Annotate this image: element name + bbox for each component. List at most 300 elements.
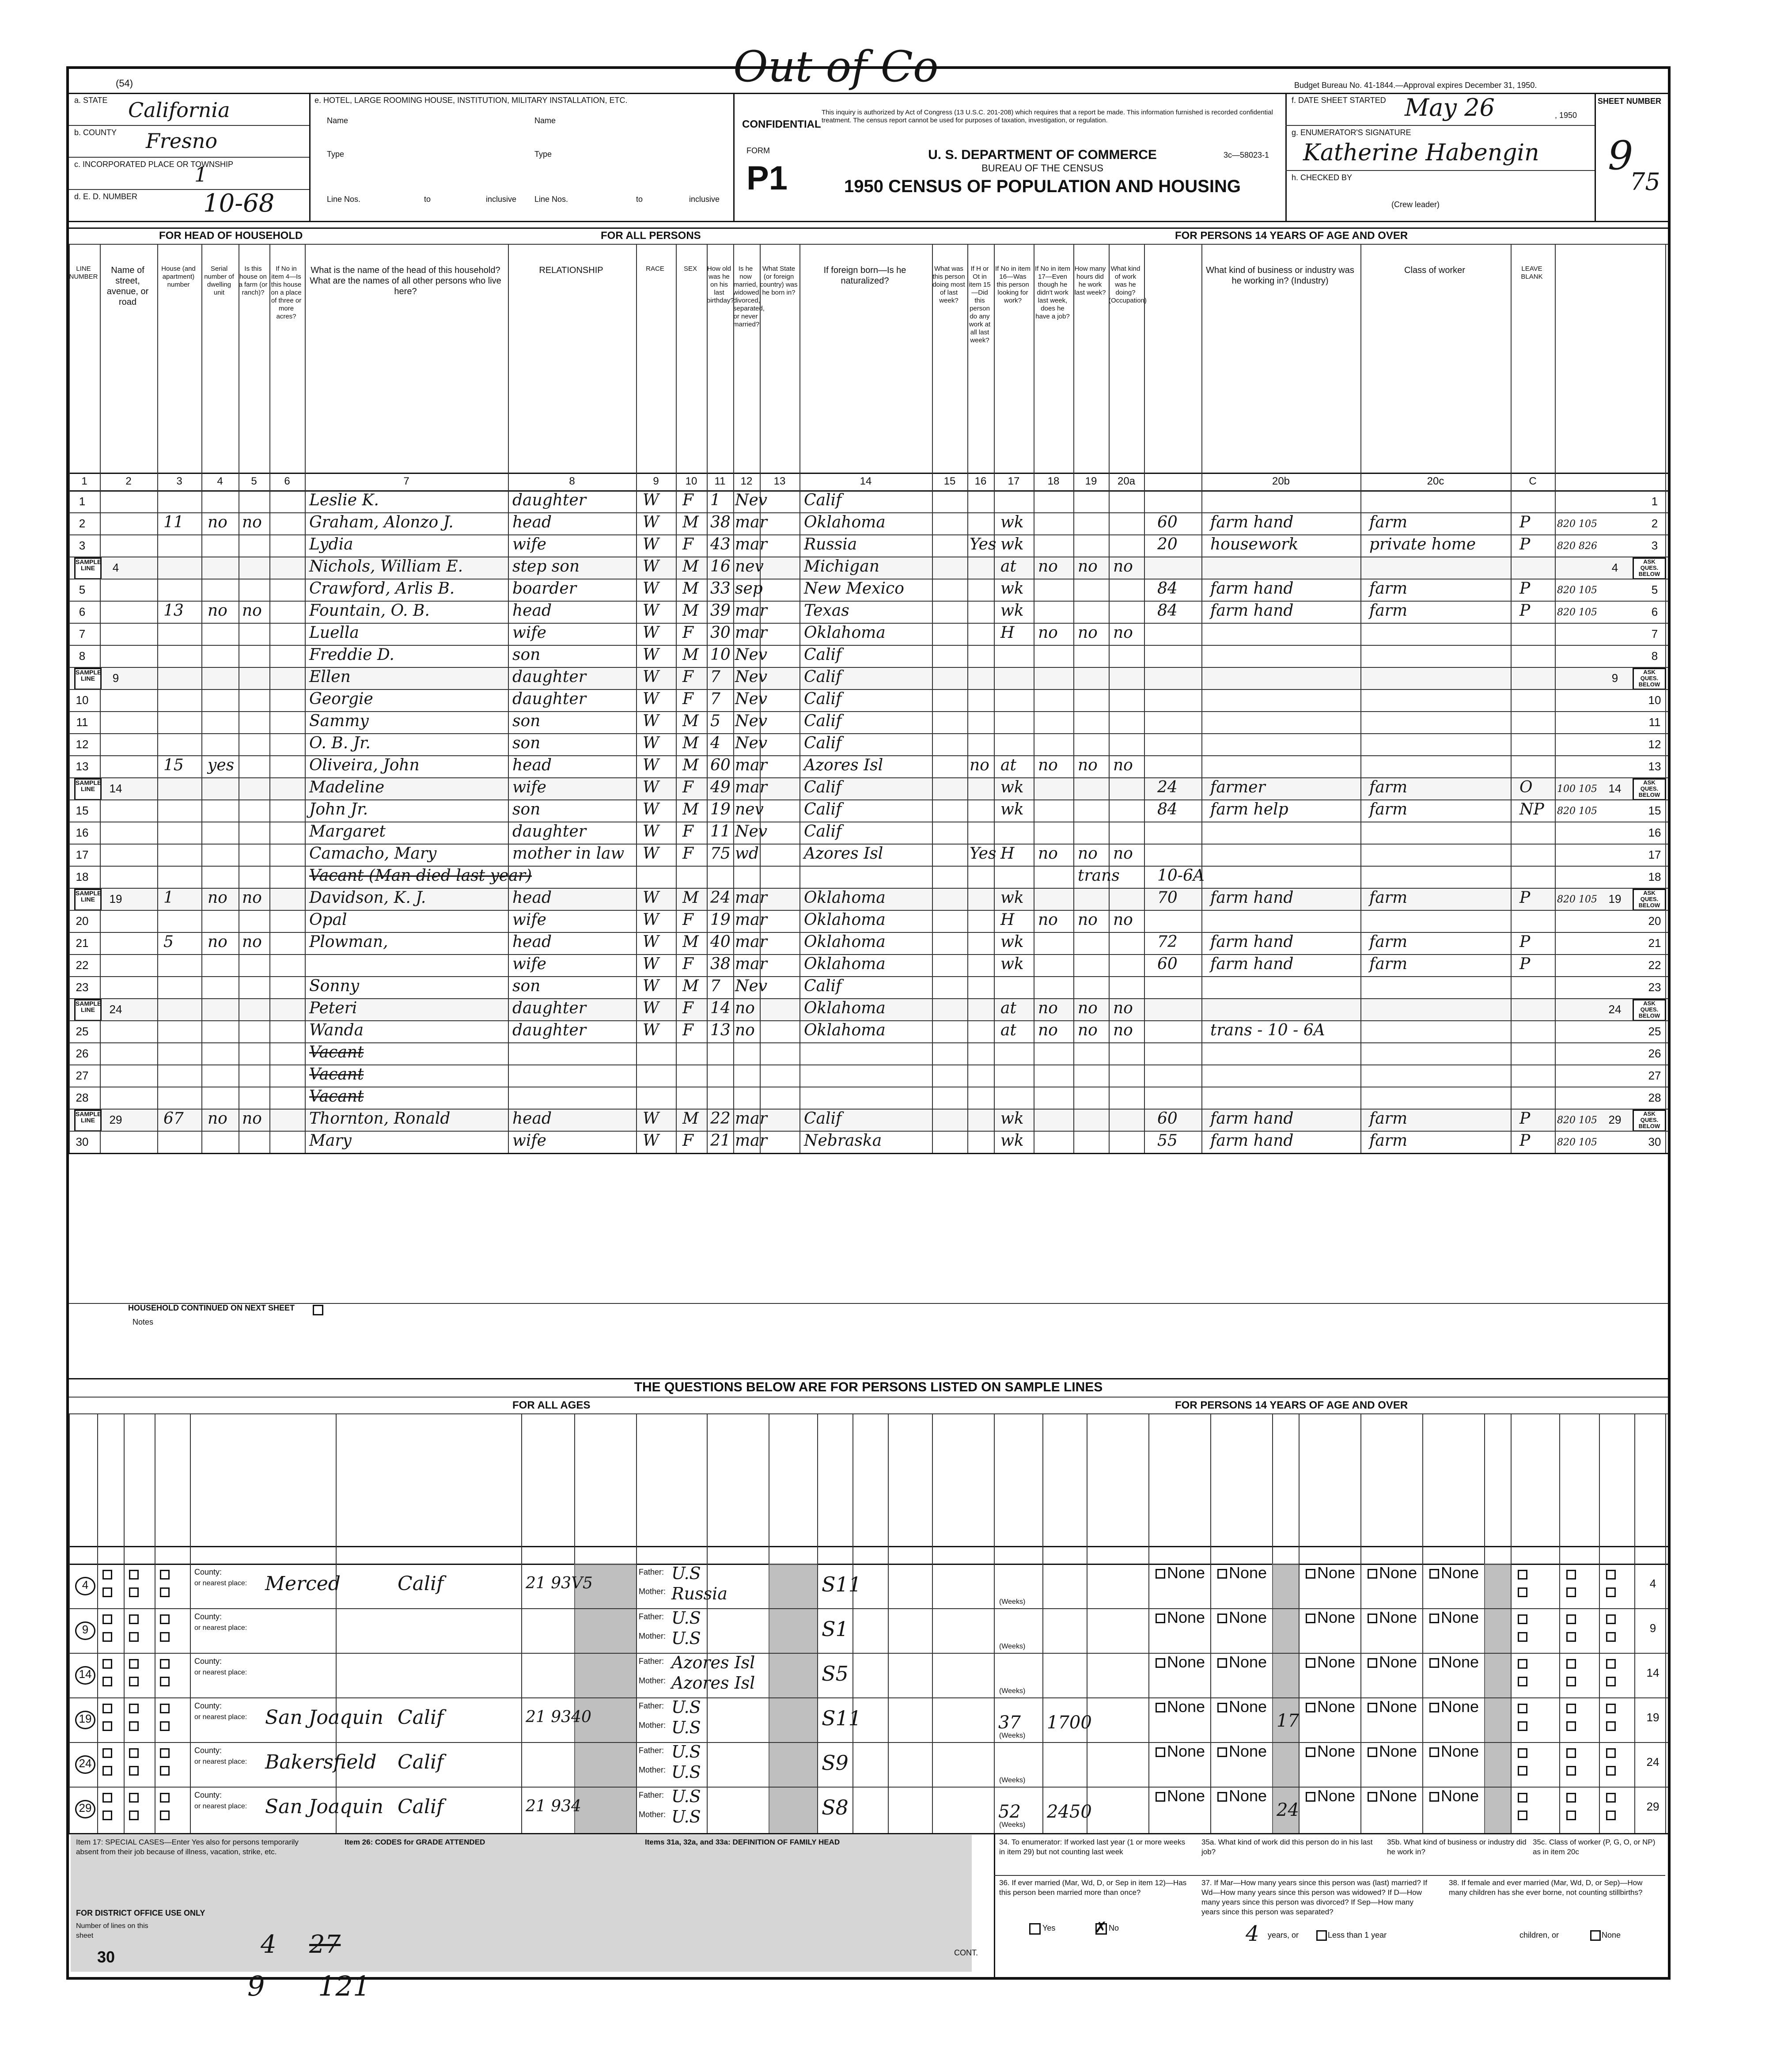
income-none-checkbox[interactable] xyxy=(1306,1747,1315,1757)
industry: farm xyxy=(1369,1110,1408,1128)
q38-none-box[interactable] xyxy=(1590,1930,1601,1941)
birthplace: Oklahoma xyxy=(804,955,886,973)
armed-forces-yes-checkbox[interactable] xyxy=(1606,1748,1616,1758)
sex: M xyxy=(682,977,699,995)
notes-label: Notes xyxy=(133,1318,154,1326)
armed-forces-yes-checkbox[interactable] xyxy=(1566,1614,1576,1624)
sample-22-yes-checkbox[interactable] xyxy=(129,1793,139,1803)
armed-forces-yes-checkbox[interactable] xyxy=(1566,1793,1576,1803)
person-name: Camacho, Mary xyxy=(309,845,437,863)
column-header-18: If No in item 17—Even though he didn't work last week, does he have a job? xyxy=(1034,265,1071,320)
acres-answer: no xyxy=(242,1110,262,1128)
income-none-label: None xyxy=(1379,1653,1417,1671)
person-name: Vacant xyxy=(309,1087,364,1106)
sample-22-no-checkbox[interactable] xyxy=(129,1587,139,1597)
income-none-checkbox[interactable] xyxy=(1306,1703,1315,1712)
column-number-13: 13 xyxy=(773,475,786,487)
marital-status: mar xyxy=(735,889,767,907)
hours-worked: 10-6A xyxy=(1157,867,1205,885)
line-number-right: 15 xyxy=(1648,804,1661,817)
income-none-checkbox[interactable] xyxy=(1217,1658,1227,1668)
armed-forces-yes-checkbox[interactable] xyxy=(1566,1748,1576,1758)
sample-23-no-checkbox[interactable] xyxy=(160,1632,170,1642)
income-none-label: None xyxy=(1229,1564,1267,1582)
weeks-label: (Weeks) xyxy=(999,1821,1026,1829)
armed-forces-yes-checkbox[interactable] xyxy=(1566,1704,1576,1713)
race: W xyxy=(643,491,659,509)
sample-21-no-checkbox[interactable] xyxy=(102,1766,112,1776)
place-value: 1 xyxy=(194,163,208,186)
state-label: a. STATE xyxy=(74,96,108,105)
line-nos-label-2: Line Nos. xyxy=(534,195,568,204)
person-row xyxy=(69,645,1668,667)
income-none-checkbox[interactable] xyxy=(1217,1569,1227,1579)
sample-21-yes-checkbox[interactable] xyxy=(102,1659,112,1669)
person-name: Sammy xyxy=(309,712,369,730)
armed-forces-yes-checkbox[interactable] xyxy=(1606,1704,1616,1713)
sample-21-no-checkbox[interactable] xyxy=(102,1587,112,1597)
nearest-place-label: or nearest place: xyxy=(194,1803,247,1810)
sample-line-marker: SAMPLE LINE xyxy=(74,1110,102,1132)
armed-forces-no-checkbox[interactable] xyxy=(1566,1766,1576,1776)
age: 40 xyxy=(710,933,731,951)
household-continued-checkbox[interactable] xyxy=(313,1305,323,1315)
marital-status: mar xyxy=(735,624,767,642)
handwritten-annotation: Out of Co xyxy=(733,42,939,91)
sex: F xyxy=(682,690,693,708)
sample-23-yes-checkbox[interactable] xyxy=(160,1748,170,1758)
confidential-label: CONFIDENTIAL xyxy=(742,118,821,130)
sample-21-yes-checkbox[interactable] xyxy=(102,1793,112,1803)
line-number-right: 22 xyxy=(1648,958,1661,972)
column-number-5: 5 xyxy=(251,475,257,487)
fourteen-plus-bottom-heading: FOR PERSONS 14 YEARS OF AGE AND OVER xyxy=(1175,1399,1408,1411)
crew-leader-label: (Crew leader) xyxy=(1391,200,1440,209)
birthplace: Calif xyxy=(804,977,842,995)
armed-forces-no-checkbox[interactable] xyxy=(1566,1632,1576,1642)
column-header-4: Serial number of dwelling unit xyxy=(204,265,234,296)
father-label: Father: xyxy=(639,1746,664,1755)
armed-forces-no-checkbox[interactable] xyxy=(1606,1766,1616,1776)
armed-forces-yes-checkbox[interactable] xyxy=(1518,1570,1527,1580)
column-number-11: 11 xyxy=(714,475,726,487)
age: 24 xyxy=(710,889,731,907)
sample-21-no-checkbox[interactable] xyxy=(102,1632,112,1642)
column-header-6: If No in item 4—Is this house on a place of three or more acres? xyxy=(271,265,302,320)
race: W xyxy=(643,734,659,752)
worked-last-week: no xyxy=(1038,1021,1058,1039)
activity: at xyxy=(1000,1021,1016,1039)
office-code: 820 105 xyxy=(1557,806,1597,817)
relationship: son xyxy=(512,712,541,730)
sex: M xyxy=(682,580,699,598)
person-row xyxy=(69,755,1668,777)
line-number-right: 13 xyxy=(1648,760,1661,773)
line-number-right: 5 xyxy=(1651,583,1658,596)
armed-forces-no-checkbox[interactable] xyxy=(1606,1632,1616,1642)
armed-forces-yes-checkbox[interactable] xyxy=(1606,1570,1616,1580)
sample-22-yes-checkbox[interactable] xyxy=(129,1704,139,1713)
marital-status: mar xyxy=(735,756,767,774)
income-none-checkbox[interactable] xyxy=(1217,1614,1227,1623)
armed-forces-no-checkbox[interactable] xyxy=(1518,1587,1527,1597)
relationship: daughter xyxy=(512,690,586,708)
armed-forces-yes-checkbox[interactable] xyxy=(1518,1614,1527,1624)
department: U. S. DEPARTMENT OF COMMERCE xyxy=(928,148,1157,162)
previous-county: San Joaquin xyxy=(265,1706,383,1729)
sample-23-yes-checkbox[interactable] xyxy=(160,1614,170,1624)
sample-21-yes-checkbox[interactable] xyxy=(102,1748,112,1758)
income-none-checkbox[interactable] xyxy=(1156,1569,1165,1579)
armed-forces-yes-checkbox[interactable] xyxy=(1518,1793,1527,1803)
income-none-label: None xyxy=(1317,1787,1356,1805)
previous-state: Calif xyxy=(398,1751,444,1773)
sample-23-no-checkbox[interactable] xyxy=(160,1766,170,1776)
occupation: farm hand xyxy=(1210,580,1294,598)
armed-forces-no-checkbox[interactable] xyxy=(1566,1721,1576,1731)
age: 7 xyxy=(710,977,720,995)
relationship: daughter xyxy=(512,491,586,509)
person-name: Opal xyxy=(309,911,347,929)
line-number-right: 11 xyxy=(1648,716,1661,729)
armed-forces-yes-checkbox[interactable] xyxy=(1606,1793,1616,1803)
income-none-checkbox[interactable] xyxy=(1306,1569,1315,1579)
hours-worked: 84 xyxy=(1157,800,1178,818)
sample-23-yes-checkbox[interactable] xyxy=(160,1704,170,1713)
sample-22-no-checkbox[interactable] xyxy=(129,1811,139,1820)
line-number: 3 xyxy=(79,539,86,552)
farm-answer: no xyxy=(208,933,227,951)
income-none-checkbox[interactable] xyxy=(1429,1658,1439,1668)
income-none-label: None xyxy=(1229,1608,1267,1626)
line-number: 26 xyxy=(76,1047,89,1060)
column-header-13: What State (or foreign country) was he born in? xyxy=(760,265,798,296)
weeks-label: (Weeks) xyxy=(999,1687,1026,1695)
income-none-checkbox[interactable] xyxy=(1429,1569,1439,1579)
line-number-right: 21 xyxy=(1648,936,1661,950)
age: 22 xyxy=(710,1110,731,1128)
residence-code: 21 93V5 xyxy=(526,1574,593,1592)
sample-21-yes-checkbox[interactable] xyxy=(102,1570,112,1580)
age: 4 xyxy=(710,734,720,752)
sample-23-yes-checkbox[interactable] xyxy=(160,1793,170,1803)
has-job: no xyxy=(1113,1021,1133,1039)
race: W xyxy=(643,646,659,664)
line-number-right: 10 xyxy=(1648,693,1661,707)
office-code: 100 105 xyxy=(1557,784,1597,795)
column-number-2: 2 xyxy=(125,475,132,487)
armed-forces-no-checkbox[interactable] xyxy=(1518,1677,1527,1686)
armed-forces-yes-checkbox[interactable] xyxy=(1566,1659,1576,1669)
sample-23-no-checkbox[interactable] xyxy=(160,1811,170,1820)
person-name: Lydia xyxy=(309,535,353,553)
income-none-checkbox[interactable] xyxy=(1217,1747,1227,1757)
person-row xyxy=(69,601,1668,623)
person-name: Vacant xyxy=(309,1043,364,1061)
birthplace: Calif xyxy=(804,734,842,752)
race: W xyxy=(643,712,659,730)
income-none-checkbox[interactable] xyxy=(1368,1569,1377,1579)
form-number: P1 xyxy=(746,159,788,197)
father-label: Father: xyxy=(639,1568,664,1576)
income-none-checkbox[interactable] xyxy=(1156,1658,1165,1668)
person-name: Thornton, Ronald xyxy=(309,1110,451,1128)
income-none-label: None xyxy=(1167,1787,1205,1805)
sample-21-yes-checkbox[interactable] xyxy=(102,1614,112,1624)
fourteen-plus-heading: FOR PERSONS 14 YEARS OF AGE AND OVER xyxy=(1175,230,1408,242)
house-number: 11 xyxy=(163,513,184,531)
column-number-C: C xyxy=(1529,475,1537,487)
line-number: 17 xyxy=(76,848,89,861)
sex: M xyxy=(682,933,699,951)
income-none-checkbox[interactable] xyxy=(1429,1614,1439,1623)
father-birthplace: Azores Isl xyxy=(671,1653,755,1672)
armed-forces-no-checkbox[interactable] xyxy=(1518,1632,1527,1642)
office-code: 820 105 xyxy=(1557,585,1597,596)
occupation: farm hand xyxy=(1210,955,1294,973)
marital-status: mar xyxy=(735,513,767,531)
sample-21-no-checkbox[interactable] xyxy=(102,1721,112,1731)
marital-status: Nev xyxy=(735,491,768,509)
column-header-17: If No in item 16—Was this person looking for work? xyxy=(995,265,1031,304)
sample-22-no-checkbox[interactable] xyxy=(129,1721,139,1731)
marital-status: nev xyxy=(735,557,764,576)
sample-22-yes-checkbox[interactable] xyxy=(129,1659,139,1669)
person-name: Mary xyxy=(309,1132,352,1150)
armed-forces-yes-checkbox[interactable] xyxy=(1606,1659,1616,1669)
age: 7 xyxy=(710,668,720,686)
income-none-checkbox[interactable] xyxy=(1368,1614,1377,1623)
income-none-checkbox[interactable] xyxy=(1368,1703,1377,1712)
looking-for-work: no xyxy=(1078,911,1098,929)
activity: wk xyxy=(1000,933,1024,951)
income-none-checkbox[interactable] xyxy=(1156,1747,1165,1757)
grade-codes-note: Item 26: CODES for GRADE ATTENDED xyxy=(345,1838,485,1846)
income-none-label: None xyxy=(1167,1742,1205,1760)
looking-for-work: no xyxy=(1078,999,1098,1017)
income-none-checkbox[interactable] xyxy=(1306,1792,1315,1802)
hours-worked: 55 xyxy=(1157,1132,1178,1150)
column-number-9: 9 xyxy=(653,475,659,487)
relationship: wife xyxy=(512,778,546,796)
person-row xyxy=(69,534,1668,557)
column-number-15: 15 xyxy=(943,475,956,487)
armed-forces-no-checkbox[interactable] xyxy=(1606,1721,1616,1731)
father-birthplace: U.S xyxy=(671,1742,701,1761)
to-label: to xyxy=(424,195,431,204)
q36-yes-label: Yes xyxy=(1042,1924,1056,1932)
worked-last-week: no xyxy=(1038,999,1058,1017)
armed-forces-yes-checkbox[interactable] xyxy=(1518,1704,1527,1713)
previous-state: Calif xyxy=(398,1572,444,1595)
farm-answer: no xyxy=(208,889,227,907)
income-none-label: None xyxy=(1379,1697,1417,1716)
race: W xyxy=(643,955,659,973)
person-row xyxy=(69,711,1668,733)
income-none-checkbox[interactable] xyxy=(1306,1658,1315,1668)
income-none-label: None xyxy=(1441,1564,1479,1582)
column-number-20a: 20a xyxy=(1117,475,1136,487)
armed-forces-no-checkbox[interactable] xyxy=(1606,1677,1616,1686)
armed-forces-no-checkbox[interactable] xyxy=(1606,1811,1616,1820)
marital-status: Nev xyxy=(735,690,768,708)
relationship: son xyxy=(512,977,541,995)
sample-23-no-checkbox[interactable] xyxy=(160,1677,170,1686)
marital-status: mar xyxy=(735,955,767,973)
sample-22-no-checkbox[interactable] xyxy=(129,1677,139,1686)
column-number-6: 6 xyxy=(284,475,290,487)
column-header-1: LINE NUMBER xyxy=(69,265,98,280)
armed-forces-yes-checkbox[interactable] xyxy=(1606,1614,1616,1624)
sample-22-no-checkbox[interactable] xyxy=(129,1766,139,1776)
q36-yes-box[interactable] xyxy=(1029,1923,1041,1935)
sample-22-yes-checkbox[interactable] xyxy=(129,1614,139,1624)
sample-22-yes-checkbox[interactable] xyxy=(129,1748,139,1758)
hours-worked: 60 xyxy=(1157,1110,1178,1128)
marital-status: mar xyxy=(735,933,767,951)
race: W xyxy=(643,933,659,951)
sample-23-yes-checkbox[interactable] xyxy=(160,1570,170,1580)
line-number-right: 17 xyxy=(1648,848,1661,861)
income-none-checkbox[interactable] xyxy=(1368,1658,1377,1668)
person-name: Wanda xyxy=(309,1021,364,1039)
q37-less-box[interactable] xyxy=(1316,1930,1327,1941)
income-none-checkbox[interactable] xyxy=(1156,1614,1165,1623)
mother-birthplace: U.S xyxy=(671,1629,701,1648)
father-birthplace: U.S xyxy=(671,1564,701,1583)
enumerator-label: g. ENUMERATOR'S SIGNATURE xyxy=(1292,128,1411,137)
sample-21-no-checkbox[interactable] xyxy=(102,1811,112,1820)
armed-forces-no-checkbox[interactable] xyxy=(1566,1811,1576,1820)
marital-status: no xyxy=(735,1021,755,1039)
relationship: step son xyxy=(512,557,580,576)
acres-answer: no xyxy=(242,602,262,620)
person-name: Margaret xyxy=(309,822,386,841)
armed-forces-no-checkbox[interactable] xyxy=(1566,1677,1576,1686)
family-income-code: 24 xyxy=(1277,1800,1299,1820)
sample-21-no-checkbox[interactable] xyxy=(102,1677,112,1686)
income-none-checkbox[interactable] xyxy=(1156,1703,1165,1712)
line-number: 13 xyxy=(76,760,89,773)
mother-birthplace: Russia xyxy=(671,1584,727,1603)
marital-status: mar xyxy=(735,1110,767,1128)
person-row xyxy=(69,1087,1668,1109)
line-number: 29 xyxy=(109,1113,122,1126)
occupation: farm help xyxy=(1210,800,1288,818)
sex: F xyxy=(682,491,693,509)
race: W xyxy=(643,999,659,1017)
income-none-checkbox[interactable] xyxy=(1429,1792,1439,1802)
column-number-14: 14 xyxy=(860,475,872,487)
tally-4: 121 xyxy=(318,1970,371,2002)
house-number: 15 xyxy=(163,756,184,774)
tally-2: 27 xyxy=(309,1930,341,1959)
column-header-20b: What kind of business or industry was he working in? (Industry) xyxy=(1206,265,1354,286)
sample-22-yes-checkbox[interactable] xyxy=(129,1570,139,1580)
income-none-label: None xyxy=(1379,1564,1417,1582)
income-none-checkbox[interactable] xyxy=(1217,1703,1227,1712)
weeks-label: (Weeks) xyxy=(999,1643,1026,1650)
age: 38 xyxy=(710,955,731,973)
sample-23-yes-checkbox[interactable] xyxy=(160,1659,170,1669)
sample-23-no-checkbox[interactable] xyxy=(160,1587,170,1597)
county-label: County: xyxy=(194,1746,222,1755)
column-number-18: 18 xyxy=(1047,475,1060,487)
activity: H xyxy=(1000,624,1015,642)
line-number: 2 xyxy=(79,517,86,530)
has-job: no xyxy=(1113,845,1133,863)
column-header-20a: What kind of work was he doing? (Occupation) xyxy=(1109,265,1147,304)
race: W xyxy=(643,668,659,686)
income-none-checkbox[interactable] xyxy=(1306,1614,1315,1623)
line-number: 23 xyxy=(76,981,89,994)
line-number: 12 xyxy=(76,738,89,751)
armed-forces-no-checkbox[interactable] xyxy=(1518,1721,1527,1731)
line-number: 9 xyxy=(112,671,119,685)
line-number-right: 6 xyxy=(1651,605,1658,618)
checked-label: h. CHECKED BY xyxy=(1292,173,1353,182)
worked-last-week: no xyxy=(1038,624,1058,642)
sample-line-marker: SAMPLE LINE xyxy=(74,778,102,800)
age: 11 xyxy=(710,822,731,841)
line-number-right: 18 xyxy=(1648,870,1661,883)
column-number-1: 1 xyxy=(81,475,87,487)
sample-22-no-checkbox[interactable] xyxy=(129,1632,139,1642)
father-label: Father: xyxy=(639,1657,664,1666)
father-label: Father: xyxy=(639,1701,664,1710)
income-none-checkbox[interactable] xyxy=(1156,1792,1165,1802)
relationship: mother in law xyxy=(512,845,625,863)
sample-row xyxy=(69,1742,1668,1787)
hours-worked: 60 xyxy=(1157,955,1178,973)
sample-21-yes-checkbox[interactable] xyxy=(102,1704,112,1713)
armed-forces-no-checkbox[interactable] xyxy=(1518,1766,1527,1776)
mother-label: Mother: xyxy=(639,1721,666,1730)
income-none-checkbox[interactable] xyxy=(1429,1747,1439,1757)
armed-forces-yes-checkbox[interactable] xyxy=(1566,1570,1576,1580)
armed-forces-yes-checkbox[interactable] xyxy=(1518,1748,1527,1758)
column-number-10: 10 xyxy=(685,475,697,487)
income-none-checkbox[interactable] xyxy=(1429,1703,1439,1712)
ask-questions-marker: ASK QUES. BELOW xyxy=(1633,999,1666,1021)
line-number-right: 20 xyxy=(1648,914,1661,928)
mother-label: Mother: xyxy=(639,1587,666,1596)
relationship: wife xyxy=(512,1132,546,1150)
armed-forces-yes-checkbox[interactable] xyxy=(1518,1659,1527,1669)
income-none-label: None xyxy=(1379,1787,1417,1805)
relationship: wife xyxy=(512,624,546,642)
county-label: County: xyxy=(194,1791,222,1799)
farm-answer: no xyxy=(208,602,227,620)
father-birthplace: U.S xyxy=(671,1697,701,1717)
line-number: 7 xyxy=(79,627,86,640)
income-none-checkbox[interactable] xyxy=(1368,1747,1377,1757)
armed-forces-no-checkbox[interactable] xyxy=(1566,1587,1576,1597)
armed-forces-no-checkbox[interactable] xyxy=(1518,1811,1527,1820)
hotel-type-label: Type xyxy=(327,150,345,159)
person-row xyxy=(69,1109,1668,1131)
income-none-checkbox[interactable] xyxy=(1217,1792,1227,1802)
has-job: no xyxy=(1113,756,1133,774)
person-row xyxy=(69,579,1668,601)
income-none-checkbox[interactable] xyxy=(1368,1792,1377,1802)
sample-23-no-checkbox[interactable] xyxy=(160,1721,170,1731)
sample-line-number: 24 xyxy=(75,1755,95,1774)
line-number: 4 xyxy=(112,561,119,574)
highest-grade: S8 xyxy=(822,1795,849,1819)
armed-forces-no-checkbox[interactable] xyxy=(1606,1587,1616,1597)
class-of-worker: P xyxy=(1519,535,1531,553)
